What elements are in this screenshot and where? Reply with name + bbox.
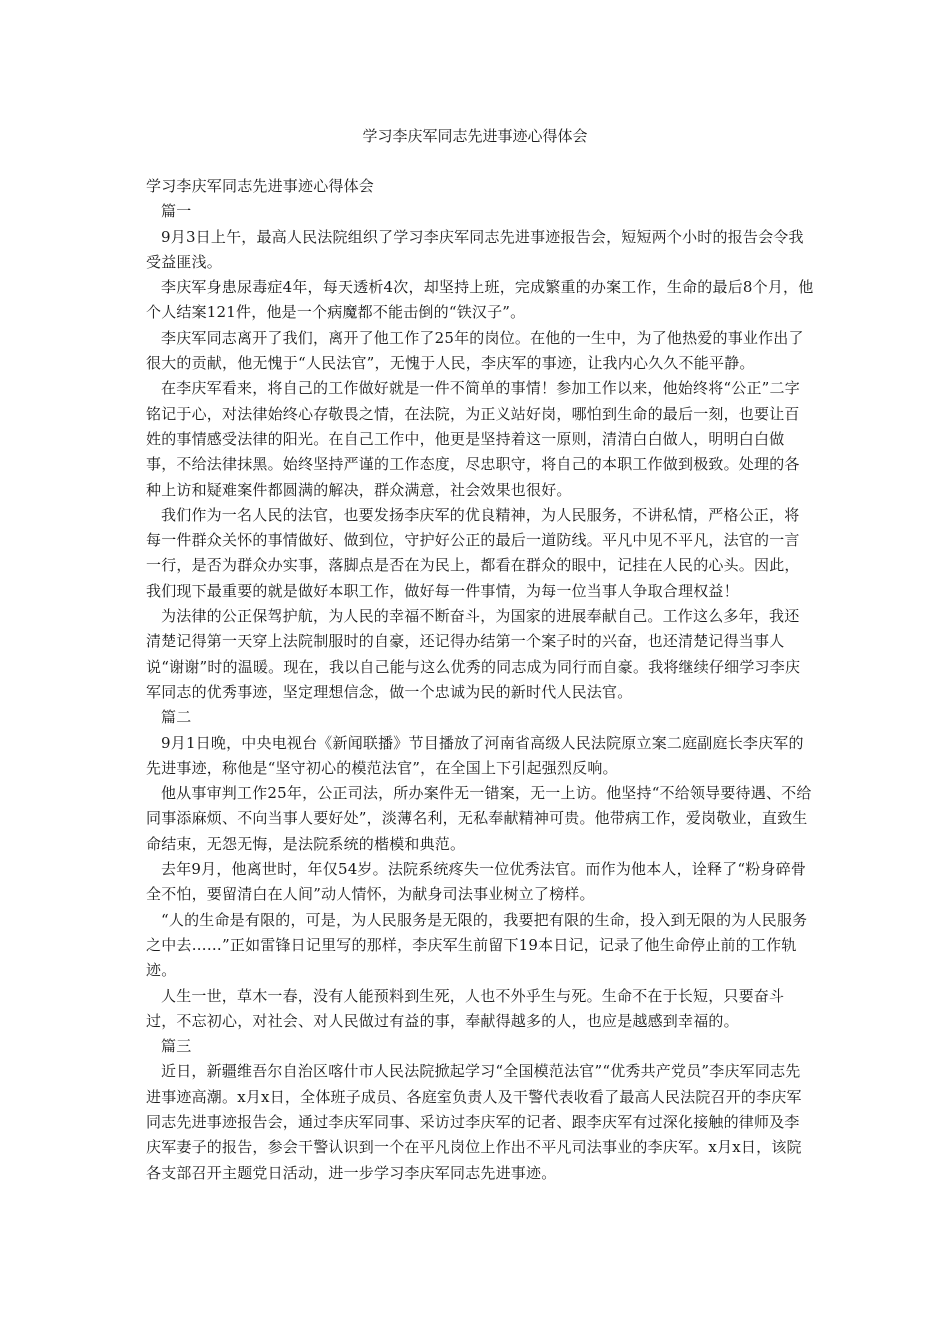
document-body <box>146 174 814 1186</box>
section-heading-1: 篇一 <box>161 202 192 221</box>
paragraph: 李庆军身患尿毒症4年，每天透析4次，却坚持上班，完成繁重的办案工作，生命的最后8个月，他个人结案121件，他是一个病魔都不能击倒的“铁汉子”。 <box>146 278 814 322</box>
paragraph: 我们作为一名人民的法官，也要发扬李庆军的优良精神，为人民服务，不讲私情，严格公正，将每一件群众关怀的事情做好、做到位，守护好公正的最后一道防线。平凡中见不平凡，法官的一言一行，是否为群众办实事，落脚点是否在为民上，都看在群众的眼中，记挂在人民的心头。因此，我们现下最重要的就是做好本职工作，做好每一件事情，为每一位当事人争取合理权益！ <box>146 505 800 600</box>
paragraph: “人的生命是有限的，可是，为人民服务是无限的，我要把有限的生命，投入到无限的为人民服务之中去……”正如雷锋日记里写的那样，李庆军生前留下19本日记，记录了他生命停止前的工作轨迹。 <box>146 910 808 980</box>
page-title: 学习李庆军同志先进事迹心得体会 <box>362 127 588 145</box>
paragraph: 李庆军同志离开了我们，离开了他工作了25年的岗位。在他的一生中，为了他热爱的事业作出了很大的贡献，他无愧于“人民法官”，无愧于人民，李庆军的事迹，让我内心久久不能平静。 <box>146 328 804 373</box>
document-subtitle: 学习李庆军同志先进事迹心得体会 <box>146 177 375 195</box>
section-heading-3: 篇三 <box>161 1037 192 1056</box>
paragraph: 人生一世，草木一春，没有人能预料到生死，人也不外乎生与死。生命不在于长短，只要奋斗过，不忘初心，对社会、对人民做过有益的事，奉献得越多的人，也应是越感到幸福的。 <box>146 986 785 1030</box>
paragraph: 他从事审判工作25年，公正司法，所办案件无一错案，无一上访。他坚持“不给领导要待遇、不给同事添麻烦、不向当事人要好处”，淡薄名利，无私奉献精神可贵。他带病工作，爱岗敬业，直致生命结束，无怨无悔，是法院系统的楷模和典范。 <box>146 784 812 853</box>
paragraph: 9月1日晚，中央电视台《新闻联播》节目播放了河南省高级人民法院原立案二庭副庭长李庆军的先进事迹，称他是“坚守初心的模范法官”，在全国上下引起强烈反响。 <box>146 733 804 777</box>
paragraph: 去年9月，他离世时，年仅54岁。法院系统疼失一位优秀法官。而作为他本人，诠释了“粉身碎骨全不怕，要留清白在人间”动人情怀，为献身司法事业树立了榜样。 <box>146 860 807 904</box>
paragraph: 在李庆军看来，将自己的工作做好就是一件不简单的事情！参加工作以来，他始终将“公正”二字铭记于心，对法律始终心存敬畏之情，在法院，为正义站好岗，哪怕到生命的最后一刻，也要让百姓的事情感受法律的阳光。在自己工作中，他更是坚持着这一原则，清清白白做人，明明白白做事，不给法律抹黑。始终坚持严谨的工作态度，尽忠职守，将自己的本职工作做到极致。处理的各种上访和疑难案件都圆满的解决，群众满意，社会效果也很好。 <box>146 379 800 499</box>
paragraph: 为法律的公正保驾护航，为人民的幸福不断奋斗，为国家的进展奉献自己。工作这么多年，我还清楚记得第一天穿上法院制服时的自豪，还记得办结第一个案子时的兴奋，也还清楚记得当事人说“谢谢”时的温暖。现在，我以自己能与这么优秀的同志成为同行而自豪。我将继续仔细学习李庆军同志的优秀事迹，坚定理想信念，做一个忠诚为民的新时代人民法官。 <box>146 607 801 701</box>
paragraph: 9月3日上午，最高人民法院组织了学习李庆军同志先进事迹报告会，短短两个小时的报告会令我受益匪浅。 <box>146 227 804 271</box>
section-heading-2: 篇二 <box>161 708 192 727</box>
paragraph: 近日，新疆维吾尔自治区喀什市人民法院掀起学习“全国模范法官”“优秀共产党员”李庆军同志先进事迹高潮。x月x日，全体班子成员、各庭室负责人及干警代表收看了最高人民法院召开的李庆军同志先进事迹报告会，通过李庆军同事、采访过李庆军的记者、跟李庆军有过深化接触的律师及李庆军妻子的报告，参会干警认识到一个在平凡岗位上作出不平凡司法事业的李庆军。x月x日，该院各支部召开主题党日活动，进一步学习李庆军同志先进事迹。 <box>146 1062 802 1182</box>
